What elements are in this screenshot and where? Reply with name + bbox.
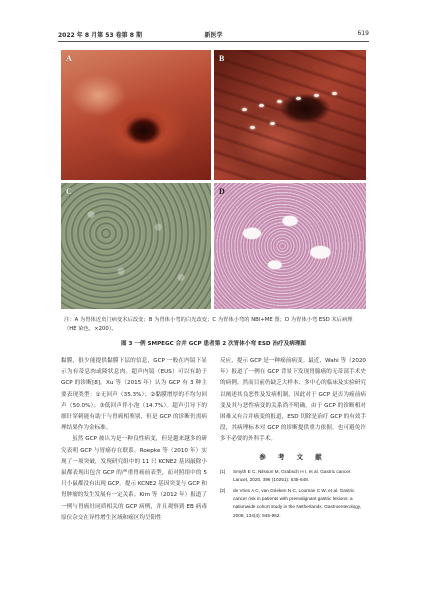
journal-name: 新医学 bbox=[204, 32, 223, 39]
left-column bbox=[61, 356, 207, 524]
panel-label: A bbox=[66, 54, 72, 63]
body-paragraph: 虽然 GCP 被认为是一种良性病变，但是越来越多的研究表明 GCP 与胃癌存在联系。Roepke 等（2010 年）实现了一项突破，发现研究组中的 11 只 KCNE2 基因敲除小鼠都表现出包含 GCP 的严重胃癌前表型，而对照组中的 5 只小鼠都没有出现 GCP。提示 KCNE2 基因突变与 GCP 和胃肿瘤的发生发展有一定关系。Kim 等（2012 年）报道了一例与胃癌灶同质相关的 GCP 病例，并且观察到 EB 病毒原位杂交在异性增生区域和癌区均呈阳性 bbox=[61, 436, 207, 521]
reference-number: [1] bbox=[220, 468, 226, 474]
page-number: 619 bbox=[357, 30, 369, 37]
figure-panel-b-white-light bbox=[214, 50, 366, 180]
lesion-marker bbox=[270, 122, 275, 125]
figure-title: 图 3 一例 SMPEGC 合并 GCP 患者第 2 次胃体小弯 ESD 治疗及病理图 bbox=[120, 341, 307, 347]
lesion-marker bbox=[259, 104, 264, 107]
lesion-marker bbox=[314, 94, 319, 97]
header-rule bbox=[58, 41, 369, 42]
right-column bbox=[220, 356, 366, 522]
lesion-marker bbox=[332, 92, 337, 95]
lesion-marker bbox=[296, 97, 301, 100]
panel-label: D bbox=[219, 187, 225, 196]
body-paragraph: 黏膜，很少能提供黏膜下层的信息，GCP 一般在内镜下显示为有蒂息肉或隆状息肉。超声内镜（EUS）可以有助于 GCP 的诊断[8]。Xu 等（2015 年）认为 GCP 有 3 种主要表现类型：①无回声（35.3%）；②黏膜增厚的不均匀回声（50.0%）；③低回声伴小泡（14.7%）。超声引导下的细针穿刺能有助于与胃癌相鉴别，但是 GCP 的诊断仍需病理结果作为金标准。 bbox=[61, 358, 207, 432]
body-paragraph: 反应，提示 GCP 是一种癌前病变。最近，Wahi 等（2020 年）报道了一例在 GCP 背景下发现胃腺癌的无蒂部手术史的病例。然而目前仍缺乏大样本、多中心的临床及实验研究以阐述其良恶性及发病机制，因此对于 GCP 是否为癌前病变及其与恶性病变的关系尚不明确。由于 GCP 的诊断相对困难又有合并癌变的报道，ESD 切除是治疗 GCP 的有效手段，其病理标本对 GCP 的诊断提供重力依据，也可避免许多不必要的外科手术。 bbox=[220, 358, 366, 443]
figure-panel-d-histology bbox=[214, 183, 366, 309]
panel-label: C bbox=[66, 187, 72, 196]
lesion-marker bbox=[242, 108, 247, 111]
references-heading: 参 考 文 献 bbox=[259, 452, 327, 461]
lesion-marker bbox=[277, 100, 282, 103]
journal-issue: 2022 年 8 月第 53 卷第 8 期 bbox=[58, 32, 143, 39]
figure-panel-c-nbi-me bbox=[61, 183, 211, 309]
figure-caption: 注：A 为胃体近贲门病变术后改变；B 为胃体小弯的白光改变；C 为胃体小弯的 NBI+ME 图；D 为胃体小弯 ESD 术后病理（HE 染色，×200）。 bbox=[64, 317, 353, 332]
panel-label: B bbox=[219, 54, 225, 63]
figure-panel-a-endoscopy bbox=[61, 50, 211, 180]
reference-text: de Vries A C, van Grieken N C, Looman C W, et al. Gastric cancer risk in patients with premalignant gastric lesions: a nationwide cohort study in the Netherlands. Gastroenterology, 2008, 134(4): 945-952. bbox=[233, 487, 362, 518]
reference-number: [2] bbox=[220, 487, 226, 493]
reference-item bbox=[220, 468, 366, 485]
lesion-marker bbox=[250, 126, 255, 129]
reference-item bbox=[220, 487, 366, 521]
reference-text: Smyth E C, Nilsson M, Grabsch H I, et al. Gastric cancer. Lancet, 2020, 396 (10251): 635-648. bbox=[233, 468, 352, 483]
